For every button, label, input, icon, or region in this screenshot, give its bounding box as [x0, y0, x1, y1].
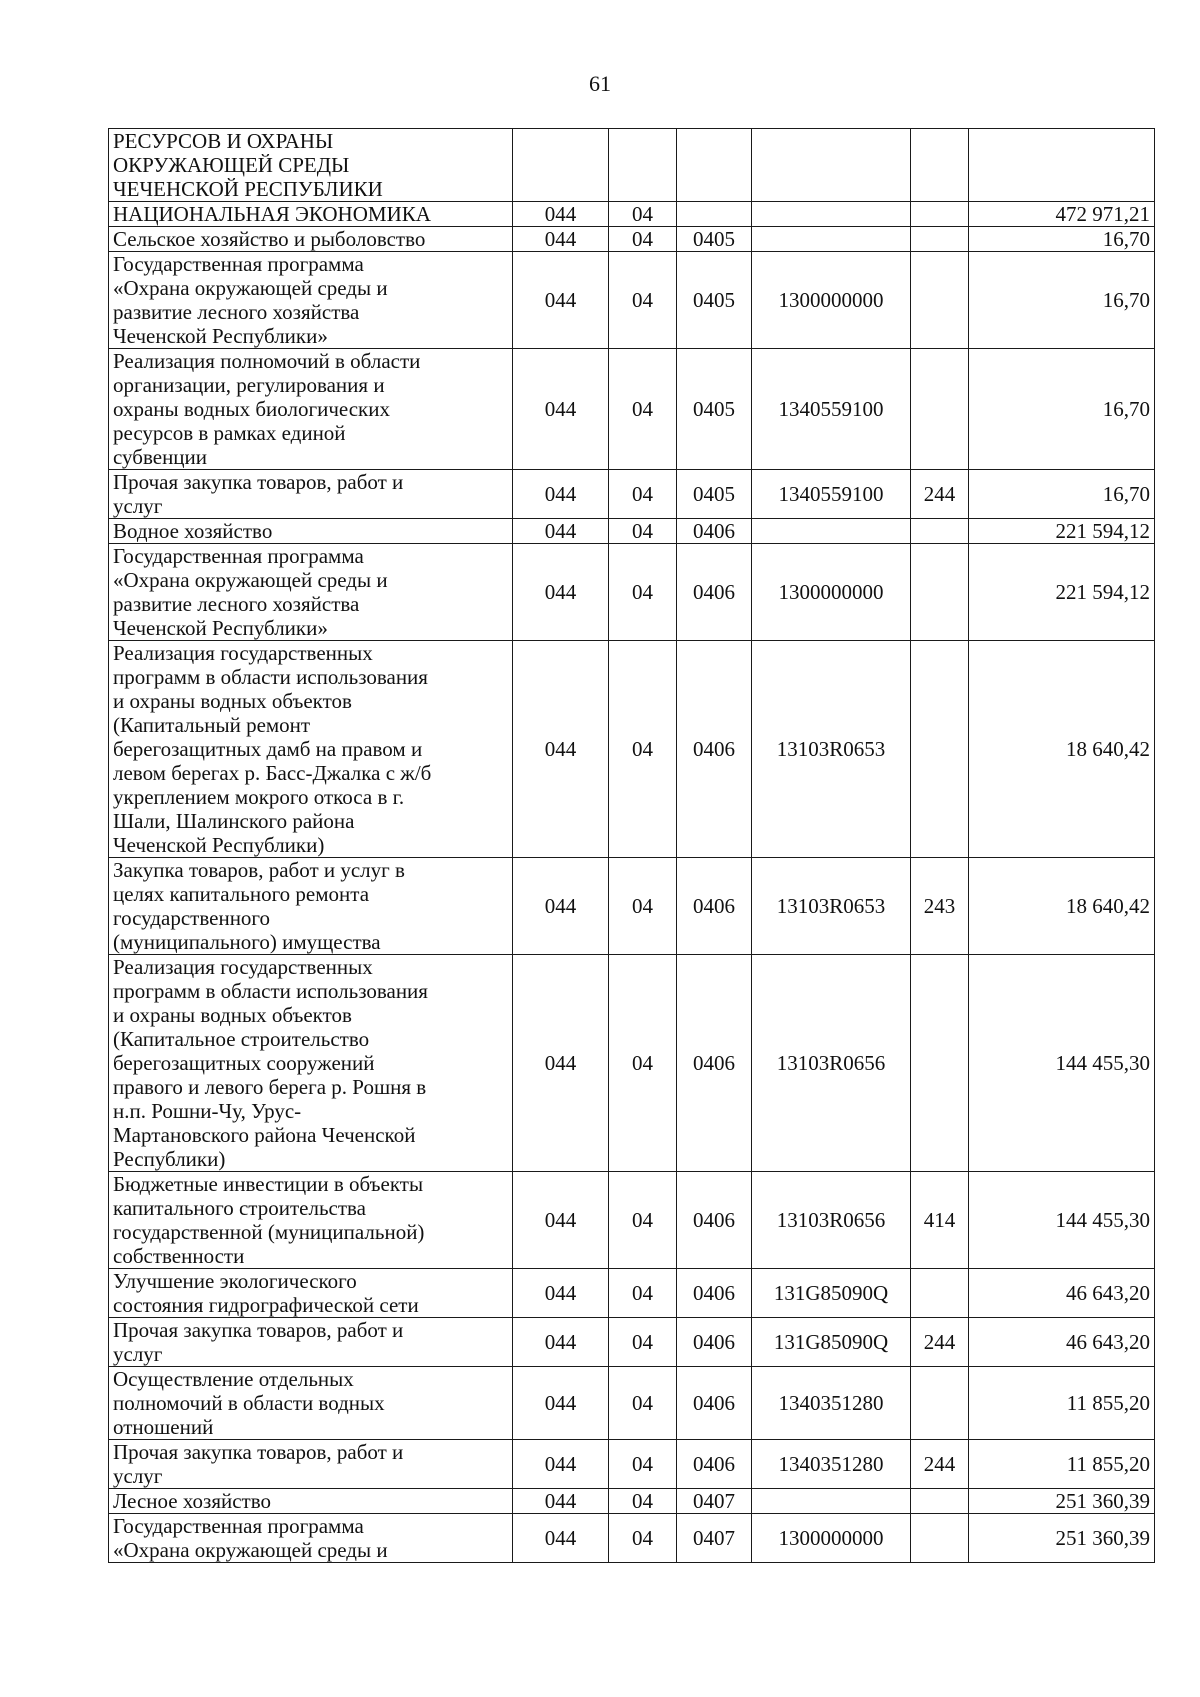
cell-expense-type: [911, 641, 969, 858]
cell-department-code: 044: [513, 1489, 609, 1514]
cell-section-code: 04: [609, 1318, 677, 1367]
cell-section-code: 04: [609, 519, 677, 544]
cell-department-code: 044: [513, 1367, 609, 1440]
budget-table: [108, 128, 1155, 1563]
cell-section-code: 04: [609, 349, 677, 470]
cell-section-code: 04: [609, 1440, 677, 1489]
table-row: [109, 349, 1155, 470]
cell-section-code: 04: [609, 252, 677, 349]
cell-subsection-code: 0406: [677, 519, 752, 544]
cell-item-name: Государственная программа «Охрана окружающей среды и развитие лесного хозяйства Чеченской Республики»: [109, 252, 513, 349]
cell-section-code: 04: [609, 202, 677, 227]
cell-department-code: 044: [513, 519, 609, 544]
cell-expense-type: [911, 1514, 969, 1563]
cell-item-name: Водное хозяйство: [109, 519, 513, 544]
cell-department-code: 044: [513, 1440, 609, 1489]
cell-department-code: 044: [513, 858, 609, 955]
cell-amount: 472 971,21: [969, 202, 1155, 227]
cell-item-name: Реализация полномочий в области организации, регулирования и охраны водных биологических ресурсов в рамках единой субвенции: [109, 349, 513, 470]
cell-department-code: 044: [513, 202, 609, 227]
table-row: [109, 1489, 1155, 1514]
cell-expense-type: [911, 1489, 969, 1514]
table-row: [109, 955, 1155, 1172]
cell-target-article: [752, 202, 911, 227]
cell-target-article: 1340559100: [752, 349, 911, 470]
cell-section-code: 04: [609, 858, 677, 955]
table-row: [109, 1367, 1155, 1440]
table-row: [109, 1318, 1155, 1367]
cell-department-code: 044: [513, 227, 609, 252]
cell-item-name: Государственная программа «Охрана окружающей среды и: [109, 1514, 513, 1563]
cell-target-article: 131G85090Q: [752, 1269, 911, 1318]
table-row: [109, 519, 1155, 544]
cell-target-article: 1300000000: [752, 252, 911, 349]
cell-section-code: 04: [609, 1514, 677, 1563]
cell-target-article: 1340351280: [752, 1367, 911, 1440]
cell-department-code: 044: [513, 1172, 609, 1269]
cell-target-article: 1340559100: [752, 470, 911, 519]
cell-subsection-code: [677, 202, 752, 227]
cell-subsection-code: 0407: [677, 1514, 752, 1563]
cell-target-article: 1300000000: [752, 544, 911, 641]
cell-amount: 144 455,30: [969, 1172, 1155, 1269]
cell-subsection-code: 0406: [677, 955, 752, 1172]
cell-amount: 16,70: [969, 227, 1155, 252]
cell-expense-type: 244: [911, 1318, 969, 1367]
cell-expense-type: [911, 1269, 969, 1318]
table-row: [109, 227, 1155, 252]
cell-target-article: 131G85090Q: [752, 1318, 911, 1367]
table-row: [109, 1172, 1155, 1269]
table-row: [109, 1440, 1155, 1489]
cell-target-article: [752, 519, 911, 544]
cell-department-code: 044: [513, 544, 609, 641]
cell-target-article: 13103R0656: [752, 1172, 911, 1269]
table-row: [109, 470, 1155, 519]
cell-expense-type: [911, 955, 969, 1172]
cell-amount: 16,70: [969, 252, 1155, 349]
cell-target-article: [752, 1489, 911, 1514]
cell-subsection-code: [677, 129, 752, 202]
cell-subsection-code: 0406: [677, 858, 752, 955]
cell-expense-type: 243: [911, 858, 969, 955]
cell-expense-type: [911, 519, 969, 544]
cell-expense-type: [911, 202, 969, 227]
cell-department-code: 044: [513, 641, 609, 858]
cell-subsection-code: 0405: [677, 349, 752, 470]
cell-amount: [969, 129, 1155, 202]
cell-target-article: [752, 129, 911, 202]
cell-item-name: Лесное хозяйство: [109, 1489, 513, 1514]
cell-subsection-code: 0406: [677, 641, 752, 858]
cell-section-code: 04: [609, 544, 677, 641]
cell-department-code: [513, 129, 609, 202]
cell-subsection-code: 0406: [677, 1172, 752, 1269]
cell-item-name: Реализация государственных программ в области использования и охраны водных объектов (Капитальное строительство берегозащитных сооружений правого и левого берега р. Рошня в н.п. Рошни-Чу, Урус- Мартановского района Чеченской Республики): [109, 955, 513, 1172]
cell-department-code: 044: [513, 252, 609, 349]
table-row: [109, 1269, 1155, 1318]
cell-amount: 11 855,20: [969, 1440, 1155, 1489]
cell-section-code: [609, 129, 677, 202]
cell-section-code: 04: [609, 1489, 677, 1514]
cell-expense-type: [911, 544, 969, 641]
cell-item-name: Закупка товаров, работ и услуг в целях капитального ремонта государственного (муниципального) имущества: [109, 858, 513, 955]
cell-item-name: Сельское хозяйство и рыболовство: [109, 227, 513, 252]
cell-section-code: 04: [609, 227, 677, 252]
cell-expense-type: 244: [911, 470, 969, 519]
cell-subsection-code: 0406: [677, 1269, 752, 1318]
cell-amount: 221 594,12: [969, 544, 1155, 641]
cell-amount: 18 640,42: [969, 641, 1155, 858]
cell-amount: 221 594,12: [969, 519, 1155, 544]
cell-subsection-code: 0406: [677, 1367, 752, 1440]
cell-amount: 251 360,39: [969, 1514, 1155, 1563]
cell-target-article: 1300000000: [752, 1514, 911, 1563]
cell-subsection-code: 0405: [677, 470, 752, 519]
cell-subsection-code: 0406: [677, 1440, 752, 1489]
cell-amount: 18 640,42: [969, 858, 1155, 955]
table-row: [109, 129, 1155, 202]
cell-subsection-code: 0406: [677, 1318, 752, 1367]
cell-expense-type: [911, 129, 969, 202]
cell-department-code: 044: [513, 470, 609, 519]
cell-amount: 16,70: [969, 470, 1155, 519]
cell-item-name: Прочая закупка товаров, работ и услуг: [109, 1318, 513, 1367]
cell-expense-type: 414: [911, 1172, 969, 1269]
cell-subsection-code: 0406: [677, 544, 752, 641]
cell-target-article: 13103R0653: [752, 858, 911, 955]
cell-item-name: НАЦИОНАЛЬНАЯ ЭКОНОМИКА: [109, 202, 513, 227]
cell-expense-type: [911, 252, 969, 349]
cell-amount: 16,70: [969, 349, 1155, 470]
table-row: [109, 858, 1155, 955]
cell-target-article: 13103R0653: [752, 641, 911, 858]
cell-subsection-code: 0407: [677, 1489, 752, 1514]
table-row: [109, 544, 1155, 641]
table-row: [109, 1514, 1155, 1563]
cell-section-code: 04: [609, 955, 677, 1172]
cell-item-name: Бюджетные инвестиции в объекты капитального строительства государственной (муниципальной) собственности: [109, 1172, 513, 1269]
cell-target-article: 1340351280: [752, 1440, 911, 1489]
cell-item-name: Осуществление отдельных полномочий в области водных отношений: [109, 1367, 513, 1440]
cell-section-code: 04: [609, 470, 677, 519]
cell-item-name: Государственная программа «Охрана окружающей среды и развитие лесного хозяйства Чеченской Республики»: [109, 544, 513, 641]
cell-item-name: РЕСУРСОВ И ОХРАНЫ ОКРУЖАЮЩЕЙ СРЕДЫ ЧЕЧЕНСКОЙ РЕСПУБЛИКИ: [109, 129, 513, 202]
cell-amount: 144 455,30: [969, 955, 1155, 1172]
cell-target-article: [752, 227, 911, 252]
cell-section-code: 04: [609, 641, 677, 858]
cell-amount: 251 360,39: [969, 1489, 1155, 1514]
cell-subsection-code: 0405: [677, 227, 752, 252]
cell-department-code: 044: [513, 1514, 609, 1563]
cell-expense-type: [911, 227, 969, 252]
cell-department-code: 044: [513, 1269, 609, 1318]
cell-section-code: 04: [609, 1172, 677, 1269]
cell-target-article: 13103R0656: [752, 955, 911, 1172]
cell-department-code: 044: [513, 955, 609, 1172]
page-number: 61: [589, 71, 611, 96]
cell-expense-type: [911, 1367, 969, 1440]
cell-amount: 11 855,20: [969, 1367, 1155, 1440]
cell-expense-type: [911, 349, 969, 470]
cell-subsection-code: 0405: [677, 252, 752, 349]
cell-department-code: 044: [513, 349, 609, 470]
cell-section-code: 04: [609, 1367, 677, 1440]
table-row: [109, 202, 1155, 227]
cell-amount: 46 643,20: [969, 1269, 1155, 1318]
cell-expense-type: 244: [911, 1440, 969, 1489]
table-row: [109, 641, 1155, 858]
cell-amount: 46 643,20: [969, 1318, 1155, 1367]
cell-section-code: 04: [609, 1269, 677, 1318]
budget-table-body: [109, 129, 1155, 1563]
table-row: [109, 252, 1155, 349]
cell-item-name: Прочая закупка товаров, работ и услуг: [109, 470, 513, 519]
cell-item-name: Реализация государственных программ в области использования и охраны водных объектов (Капитальный ремонт берегозащитных дамб на правом и левом берегах р. Басс-Джалка с ж/б укреплением мокрого откоса в г. Шали, Шалинского района Чеченской Республики): [109, 641, 513, 858]
cell-item-name: Прочая закупка товаров, работ и услуг: [109, 1440, 513, 1489]
cell-department-code: 044: [513, 1318, 609, 1367]
cell-item-name: Улучшение экологического состояния гидрографической сети: [109, 1269, 513, 1318]
